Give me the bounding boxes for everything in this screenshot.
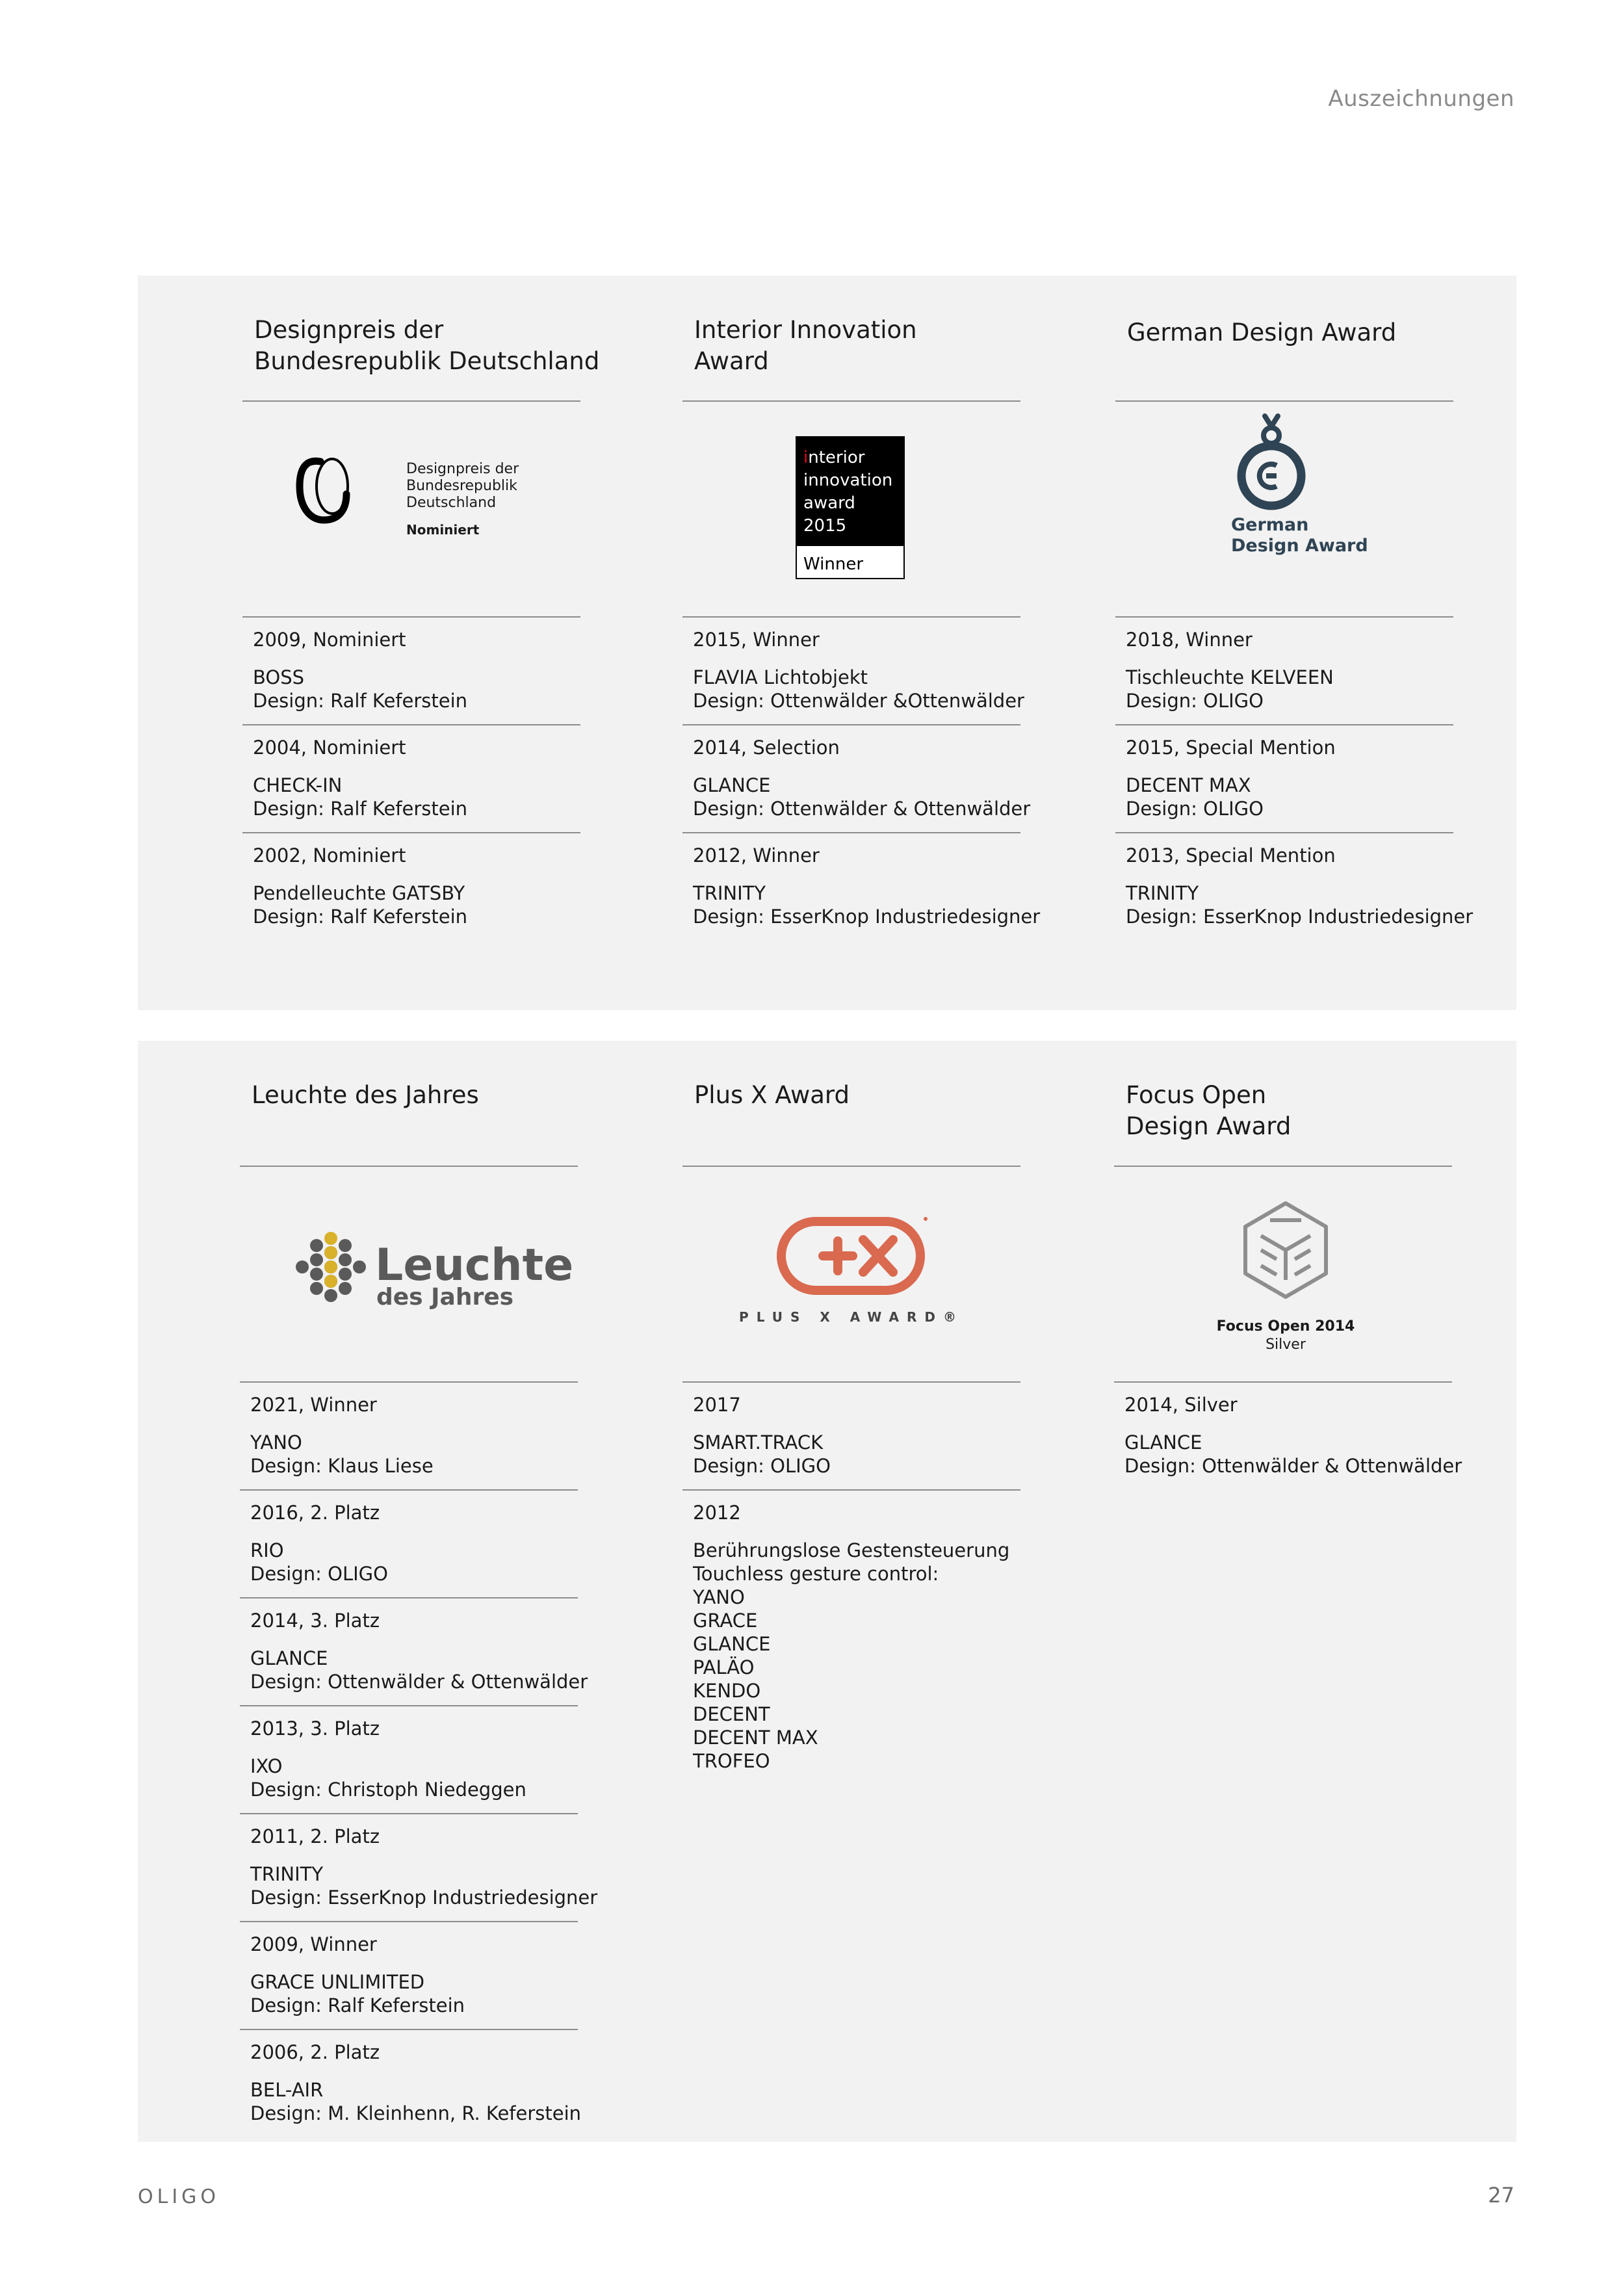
award-entry [242, 618, 580, 725]
award-logo [1115, 403, 1453, 615]
product-name: TRINITY [693, 882, 766, 904]
svg-text:interior [803, 448, 865, 467]
product-name: Pendelleuchte GATSBY [253, 882, 465, 904]
logo-caption: PLUS X AWARD® [739, 1309, 964, 1325]
award-title-line: Leuchte des Jahres [252, 1081, 479, 1109]
award-year: 2013, Special Mention [1126, 844, 1336, 867]
product-name: FLAVIA Lichtobjekt [693, 666, 868, 688]
award-year: 2014, 3. Platz [250, 1610, 380, 1632]
list-item: TROFEO [693, 1750, 770, 1772]
product-name: BOSS [253, 666, 305, 688]
designer: Design: Ottenwälder &Ottenwälder [693, 690, 1024, 712]
product-name: TRINITY [1126, 882, 1199, 904]
divider [682, 400, 1020, 402]
designer: Design: OLIGO [693, 1455, 831, 1477]
logo-text: Design Award [1231, 536, 1368, 556]
award-entry-list [240, 1383, 598, 2137]
product-name: GRACE UNLIMITED [250, 1971, 425, 1993]
award-logo [1114, 1168, 1452, 1380]
award-entry [682, 833, 1041, 940]
award-entry-list [242, 618, 580, 940]
designer: Design: Klaus Liese [250, 1455, 434, 1477]
list-item: GRACE [693, 1610, 758, 1632]
designer: Design: Ralf Keferstein [253, 906, 468, 928]
award-title [1127, 317, 1396, 348]
award-title [254, 315, 599, 377]
award-year: 2014, Silver [1124, 1394, 1238, 1416]
award-entry [240, 1383, 578, 1491]
interior-innovation-logo-icon [682, 403, 1020, 615]
award-title [1126, 1080, 1291, 1142]
award-year: 2004, Nominiert [253, 737, 406, 759]
award-year: 2009, Winner [250, 1933, 377, 1955]
award-entry [1115, 725, 1453, 833]
award-title-line: Award [694, 347, 769, 375]
designer: Design: Christoph Niedeggen [250, 1779, 526, 1801]
focus-open-logo-icon [1114, 1168, 1452, 1380]
logo-text: 2015 [803, 516, 847, 536]
award-entry [682, 618, 1024, 725]
designer: Design: OLIGO [250, 1563, 388, 1585]
award-entry [240, 1922, 578, 2030]
award-title [694, 315, 917, 377]
list-item: GLANCE [693, 1633, 771, 1655]
award-entry [242, 725, 580, 833]
divider [1115, 400, 1453, 402]
award-entry [682, 1383, 1020, 1491]
logo-text: award [803, 493, 855, 513]
list-item: PALÄO [693, 1656, 755, 1678]
designer: Design: Ottenwälder & Ottenwälder [1124, 1455, 1462, 1477]
designer: Design: Ralf Keferstein [253, 798, 468, 820]
awards-panel-1 [138, 276, 1516, 1010]
logo-text: Focus Open 2014 [1216, 1318, 1355, 1335]
divider [242, 400, 580, 402]
award-year: 2016, 2. Platz [250, 1502, 380, 1524]
award-title-line: Bundesrepublik Deutschland [254, 347, 600, 375]
award-entry [240, 1598, 588, 1706]
logo-text: Leuchte [375, 1240, 574, 1291]
award-entry [242, 833, 580, 940]
logo-status: Nominiert [406, 522, 480, 538]
award-entry [240, 2030, 582, 2137]
designer: Design: EsserKnop Industriedesigner [250, 1886, 598, 1909]
product-name: YANO [250, 1431, 302, 1454]
award-year: 2015, Winner [693, 629, 820, 651]
list-item: DECENT MAX [693, 1727, 818, 1749]
product-name: IXO [250, 1755, 283, 1777]
designer: Design: M. Kleinhenn, R. Keferstein [250, 2102, 582, 2124]
logo-text: Designpreis der [406, 461, 519, 477]
award-title [694, 1080, 850, 1111]
award-logo [240, 1168, 578, 1380]
award-logo [242, 403, 580, 615]
award-title-line: Plus X Award [694, 1081, 850, 1109]
award-year: 2009, Nominiert [253, 629, 406, 651]
award-title-line: Focus Open [1126, 1081, 1267, 1109]
logo-text: Bundesrepublik [406, 478, 517, 494]
list-item: Touchless gesture control: [693, 1563, 939, 1585]
logo-status: Winner [803, 554, 864, 574]
list-item: YANO [693, 1586, 745, 1608]
product-name: SMART.TRACK [693, 1431, 824, 1454]
award-entry [1114, 1383, 1462, 1489]
award-entry [682, 725, 1031, 833]
divider [240, 1166, 578, 1167]
logo-accent-letter: i [803, 448, 809, 467]
divider [682, 1166, 1020, 1167]
award-year: 2014, Selection [693, 737, 840, 759]
product-name: DECENT MAX [1126, 774, 1251, 796]
award-title [252, 1080, 479, 1111]
award-title-line: Interior Innovation [694, 316, 917, 344]
award-entry [240, 1814, 598, 1922]
product-name: GLANCE [693, 774, 771, 796]
award-year: 2018, Winner [1126, 629, 1253, 651]
designer: Design: OLIGO [1126, 798, 1264, 820]
designpreis-logo-icon [242, 403, 580, 615]
award-year: 2021, Winner [250, 1394, 377, 1416]
award-entry [1115, 833, 1474, 940]
award-year: 2011, 2. Platz [250, 1825, 380, 1847]
designer: Design: Ottenwälder & Ottenwälder [693, 798, 1031, 820]
award-logo [682, 403, 1020, 615]
award-year: 2013, 3. Platz [250, 1717, 380, 1740]
product-list [693, 1539, 1020, 1773]
award-entry [240, 1491, 578, 1598]
logo-text: innovation [803, 471, 893, 490]
plus-x-award-logo-icon [682, 1168, 1020, 1380]
designer: Design: OLIGO [1126, 690, 1264, 712]
award-entry [240, 1706, 578, 1814]
award-title-line: Design Award [1126, 1112, 1292, 1140]
logo-text: des Jahres [376, 1284, 514, 1311]
award-entry-list [682, 618, 1041, 940]
designer: Design: EsserKnop Industriedesigner [1126, 906, 1474, 928]
page-number: 27 [1488, 2183, 1514, 2208]
product-name: Tischleuchte KELVEEN [1126, 666, 1334, 688]
divider [1114, 1166, 1452, 1167]
list-item: DECENT [693, 1703, 770, 1725]
designer: Design: Ottenwälder & Ottenwälder [250, 1671, 588, 1693]
award-year: 2006, 2. Platz [250, 2041, 380, 2063]
german-design-award-logo-icon [1115, 403, 1453, 615]
award-entry-list [1114, 1383, 1462, 1489]
designer: Design: Ralf Keferstein [250, 1994, 465, 2016]
award-entry-list [682, 1383, 1020, 1784]
award-year: 2002, Nominiert [253, 844, 406, 867]
product-name: BEL-AIR [250, 2079, 324, 2101]
award-logo [682, 1168, 1020, 1380]
designer: Design: Ralf Keferstein [253, 690, 468, 712]
logo-text: German [1231, 515, 1309, 535]
award-year: 2012 [693, 1502, 741, 1524]
award-title-line: German Design Award [1127, 319, 1397, 346]
product-name: TRINITY [250, 1863, 324, 1885]
award-entry-list [1115, 618, 1474, 940]
brand-logo: OLIGO [138, 2185, 220, 2208]
award-year: 2017 [693, 1394, 741, 1416]
product-name: CHECK-IN [253, 774, 343, 796]
award-entry [1115, 618, 1453, 725]
award-title-line: Designpreis der [254, 316, 444, 344]
award-year: 2015, Special Mention [1126, 737, 1336, 759]
list-item: Berührungslose Gestensteuerung [693, 1539, 1010, 1561]
leuchte-des-jahres-logo-icon [240, 1168, 578, 1380]
product-name: GLANCE [1124, 1431, 1202, 1454]
designer: Design: EsserKnop Industriedesigner [693, 906, 1041, 928]
product-name: GLANCE [250, 1647, 328, 1669]
award-entry [682, 1491, 1020, 1784]
awards-panel-2 [138, 1041, 1516, 2142]
list-item: KENDO [693, 1680, 761, 1702]
logo-text: nterior [808, 448, 865, 467]
logo-text: Silver [1266, 1337, 1306, 1353]
award-year: 2012, Winner [693, 844, 820, 867]
product-name: RIO [250, 1539, 284, 1561]
section-title: Auszeichnungen [1328, 86, 1514, 112]
logo-text: Deutschland [406, 495, 497, 511]
